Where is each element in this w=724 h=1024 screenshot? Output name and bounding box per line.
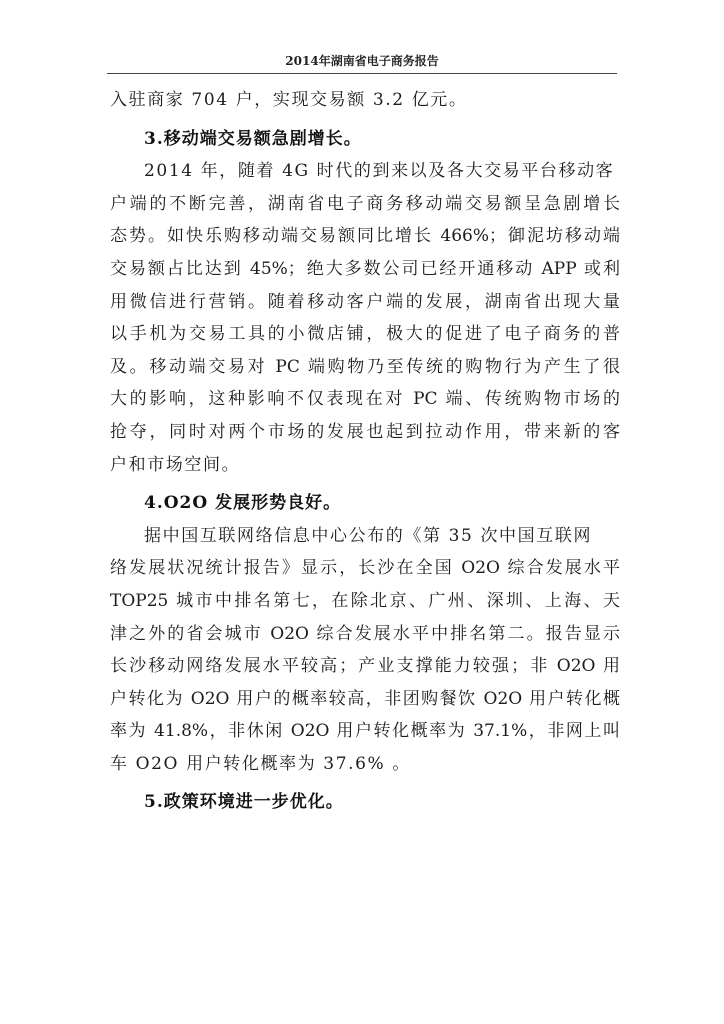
- paragraph-line: 户转化为 O2O 用户的概率较高，非团购餐饮 O2O 用户转化概: [110, 688, 620, 709]
- paragraph-line: 以手机为交易工具的小微店铺，极大的促进了电子商务的普: [110, 324, 620, 345]
- section-4-heading: 4.O2O 发展形势良好。: [144, 493, 342, 514]
- document-body: [110, 84, 620, 819]
- paragraph-line: 络发展状况统计报告》显示，长沙在全国 O2O 综合发展水平: [110, 558, 620, 579]
- paragraph-line: 率为 41.8%，非休闲 O2O 用户转化概率为 37.1%，非网上叫: [110, 721, 620, 742]
- paragraph-line: 抢夺，同时对两个市场的发展也起到拉动作用，带来新的客: [110, 421, 620, 442]
- paragraph-line: 及。移动端交易对 PC 端购物乃至传统的购物行为产生了很: [110, 356, 620, 377]
- intro-line: 入驻商家 704 户，实现交易额 3.2 亿元。: [110, 90, 468, 110]
- paragraph-line: 用微信进行营销。随着移动客户端的发展，湖南省出现大量: [110, 291, 620, 312]
- page-header: [107, 40, 617, 74]
- paragraph-line: 大的影响，这种影响不仅表现在对 PC 端、传统购物市场的: [110, 389, 620, 410]
- paragraph-line: 户端的不断完善，湖南省电子商务移动端交易额呈急剧增长: [110, 193, 620, 214]
- paragraph-line: 态势。如快乐购移动端交易额同比增长 466%；御泥坊移动端: [110, 226, 620, 247]
- paragraph-line: 据中国互联网络信息中心公布的《第 35 次中国互联网: [144, 525, 593, 546]
- paragraph-line: 长沙移动网络发展水平较高；产业支撑能力较强；非 O2O 用: [110, 656, 620, 677]
- page-header-title: 2014年湖南省电子商务报告: [285, 54, 439, 68]
- paragraph-line: 车 O2O 用户转化概率为 37.6% 。: [110, 753, 411, 774]
- section-5-heading: 5.政策环境进一步优化。: [144, 792, 344, 813]
- section-3-heading: 3.移动端交易额急剧增长。: [144, 128, 362, 149]
- paragraph-line: TOP25 城市中排名第七，在除北京、广州、深圳、上海、天: [110, 590, 620, 611]
- paragraph-line: 津之外的省会城市 O2O 综合发展水平中排名第二。报告显示: [110, 623, 620, 644]
- paragraph-line: 户和市场空间。: [110, 454, 241, 475]
- paragraph-line: 交易额占比达到 45%；绝大多数公司已经开通移动 APP 或利: [110, 258, 620, 279]
- paragraph-line: 2014 年，随着 4G 时代的到来以及各大交易平台移动客: [144, 161, 615, 182]
